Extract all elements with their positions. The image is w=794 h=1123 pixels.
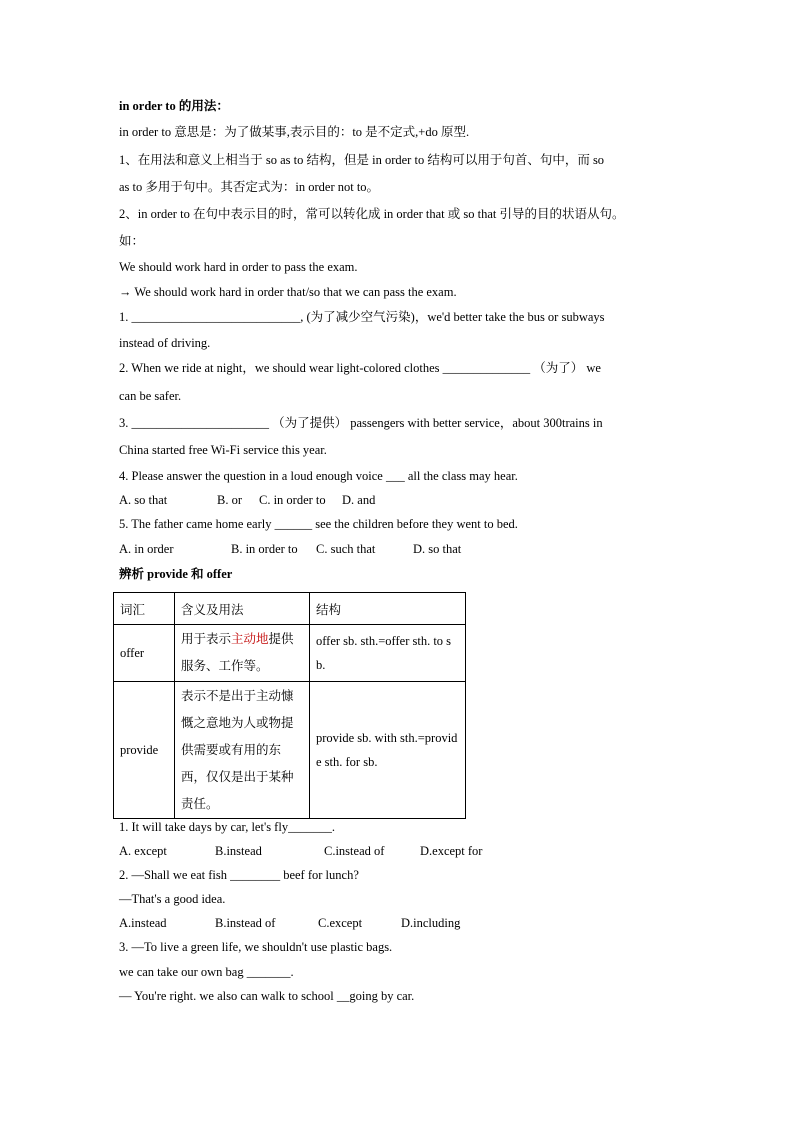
exercise-line: we can take our own bag _______. <box>119 965 294 979</box>
word-cell: offer <box>114 625 175 682</box>
exercise-line: 4. Please answer the question in a loud enough voice ___ all the class may hear. <box>119 469 518 483</box>
option: A.instead <box>119 916 167 930</box>
ex1-options <box>119 843 482 859</box>
table-row <box>114 682 466 819</box>
example-sentence: We should work hard in order to pass the exam. <box>119 260 358 274</box>
text-line: in order to 意思是：为了做某事,表示目的：to 是不定式,+do 原型. <box>119 125 470 139</box>
exercise-line: 5. The father came home early ______ see the children before they went to bed. <box>119 517 518 531</box>
table-header-cell: 词汇 <box>114 593 175 625</box>
meaning-text: 用于表示 <box>181 632 232 646</box>
option: B. in order to <box>231 542 298 556</box>
highlight-text: 主动地 <box>231 632 269 646</box>
meaning-text: 提供服务、工作等。 <box>181 632 294 673</box>
section-heading-provide-offer: 辨析 provide 和 offer <box>119 567 233 581</box>
exercise-line: instead of driving. <box>119 336 211 350</box>
exercise-line: 3. —To live a green life, we shouldn't use plastic bags. <box>119 940 393 954</box>
option: A. in order <box>119 542 174 556</box>
text-line: 1、在用法和意义上相当于 so as to 结构，但是 in order to 结构可以用于句首、句中，而 so <box>119 153 605 167</box>
comparison-table <box>113 592 466 819</box>
exercise-line: —That's a good idea. <box>119 892 226 906</box>
meaning-cell <box>175 625 310 682</box>
exercise-line: — You're right. we also can walk to school __going by car. <box>119 989 415 1003</box>
exercise-line: 1. It will take days by car, let's fly_______. <box>119 820 335 834</box>
option: C.instead of <box>324 844 385 858</box>
option: A. so that <box>119 493 168 507</box>
q4-options <box>119 492 375 508</box>
table-row <box>114 625 466 682</box>
exercise-line: China started free Wi-Fi service this year. <box>119 443 327 457</box>
option: A. except <box>119 844 167 858</box>
option: D.except for <box>420 844 483 858</box>
ex2-options <box>119 915 460 931</box>
table-header-cell: 结构 <box>310 593 466 625</box>
meaning-text: 表示不是出于主动慷慨之意地为人或物提供需要或有用的东西，仅仅是出于某种责任。 <box>181 688 294 811</box>
option: D. and <box>342 493 376 507</box>
example-sentence: → We should work hard in order that/so that we can pass the exam. <box>119 285 457 299</box>
option: B.instead <box>215 844 262 858</box>
table-header-row <box>114 593 466 625</box>
option: B. or <box>217 493 242 507</box>
option: C. in order to <box>259 493 326 507</box>
exercise-line: 3. ______________________ （为了提供） passengers with better service，about 300trains in <box>119 416 603 430</box>
option: D.including <box>401 916 461 930</box>
option: B.instead of <box>215 916 276 930</box>
exercise-line: 2. —Shall we eat fish ________ beef for lunch? <box>119 868 359 882</box>
text-line: as to 多用于句中。其否定式为：in order not to。 <box>119 180 380 194</box>
option: C. such that <box>316 542 376 556</box>
word-cell: provide <box>114 682 175 819</box>
structure-cell: provide sb. with sth.=provide sth. for sb. <box>310 682 466 819</box>
exercise-line: can be safer. <box>119 389 182 403</box>
q5-options <box>119 541 461 557</box>
section-heading-in-order-to: in order to 的用法： <box>119 99 229 113</box>
exercise-line: 2. When we ride at night，we should wear light-colored clothes ______________ （为了） we <box>119 361 601 375</box>
structure-cell: offer sb. sth.=offer sth. to sb. <box>310 625 466 682</box>
option: C.except <box>318 916 363 930</box>
option: D. so that <box>413 542 462 556</box>
table-header-cell: 含义及用法 <box>175 593 310 625</box>
exercise-line: 1. ___________________________, (为了减少空气污染)，we'd better take the bus or subways <box>119 310 605 324</box>
meaning-cell <box>175 682 310 819</box>
text-line: 如： <box>119 234 145 248</box>
text-line: 2、in order to 在句中表示目的时，常可以转化成 in order that 或 so that 引导的目的状语从句。 <box>119 207 625 221</box>
